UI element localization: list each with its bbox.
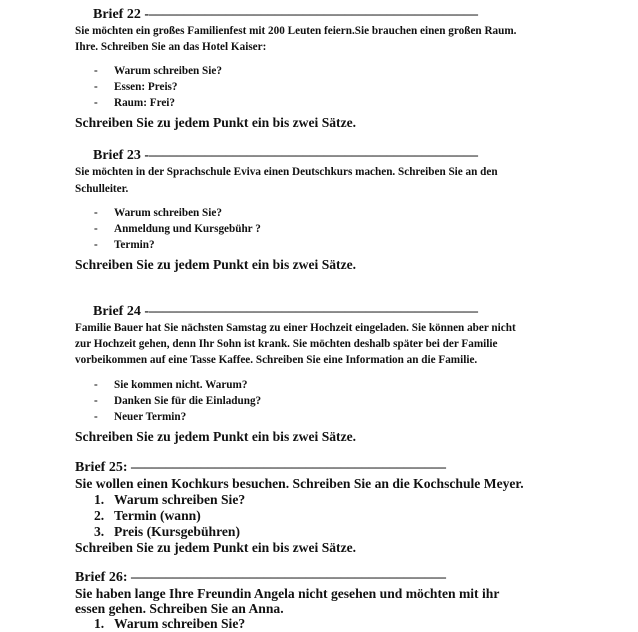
brief-23-bullet (94, 207, 222, 219)
dash-bullet-icon: - (94, 239, 98, 251)
brief-22-bullet (94, 97, 175, 109)
item-label: Termin (wann) (114, 508, 201, 523)
brief-25-instruction: Schreiben Sie zu jedem Punkt ein bis zwei Sätze. (75, 540, 357, 555)
brief-25-title: Brief 25: ––––––––––––––––––––––––––––––––––––––––––––– (75, 460, 446, 475)
item-label: Warum schreiben Sie? (114, 616, 246, 631)
brief-24-bullet (94, 379, 247, 391)
item-number: 1. (94, 616, 105, 631)
bullet-label: Danken Sie für die Einladung? (114, 395, 262, 407)
brief-24-text-line-1: Familie Bauer hat Sie nächsten Samstag zu einer Hochzeit eingeladen. Sie können aber nicht (75, 322, 516, 334)
brief-23-text-line-1: Sie möchten in der Sprachschule Eviva einen Deutschkurs machen. Schreiben Sie an den (75, 166, 498, 178)
dash-bullet-icon: - (94, 81, 98, 93)
brief-26-text-line-2: essen gehen. Schreiben Sie an Anna. (75, 601, 284, 616)
bullet-label: Raum: Frei? (114, 97, 176, 109)
brief-24-bullet (94, 411, 186, 423)
brief-23-text-line-2: Schulleiter. (75, 183, 129, 195)
item-number: 1. (94, 492, 105, 507)
brief-22-text-line-2: Ihre. Schreiben Sie an das Hotel Kaiser: (75, 41, 267, 53)
item-label: Preis (Kursgebühren) (114, 524, 240, 539)
dash-bullet-icon: - (94, 411, 98, 423)
brief-23-title: Brief 23 -––––––––––––––––––––––––––––––––––––––––––––––– (93, 148, 478, 163)
brief-24-title: Brief 24 -––––––––––––––––––––––––––––––––––––––––––––––– (93, 304, 478, 319)
brief-22-instruction: Schreiben Sie zu jedem Punkt ein bis zwei Sätze. (75, 115, 357, 130)
dash-bullet-icon: - (94, 379, 98, 391)
item-number: 3. (94, 524, 105, 539)
bullet-label: Anmeldung und Kursgebühr ? (114, 223, 261, 235)
brief-22-bullet (94, 81, 178, 93)
brief-24-text-line-2: zur Hochzeit gehen, denn Ihr Sohn ist krank. Sie möchten deshalb später bei der Familie (75, 338, 498, 350)
dash-bullet-icon: - (94, 65, 98, 77)
bullet-label: Essen: Preis? (114, 81, 178, 93)
bullet-label: Neuer Termin? (114, 411, 187, 423)
dash-bullet-icon: - (94, 97, 98, 109)
brief-25-item (94, 524, 240, 540)
bullet-label: Warum schreiben Sie? (114, 207, 222, 219)
item-label: Warum schreiben Sie? (114, 492, 246, 507)
brief-23-instruction: Schreiben Sie zu jedem Punkt ein bis zwei Sätze. (75, 257, 357, 272)
brief-25-item (94, 492, 245, 508)
brief-23-bullet (94, 239, 155, 251)
bullet-label: Warum schreiben Sie? (114, 65, 222, 77)
brief-26-title: Brief 26: ––––––––––––––––––––––––––––––––––––––––––––– (75, 570, 446, 585)
brief-25-text-line-1: Sie wollen einen Kochkurs besuchen. Schreiben Sie an die Kochschule Meyer. (75, 476, 524, 491)
item-number: 2. (94, 508, 105, 523)
dash-bullet-icon: - (94, 223, 98, 235)
brief-26-text-line-1: Sie haben lange Ihre Freundin Angela nicht gesehen und möchten mit ihr (75, 586, 500, 601)
brief-22-text-line-1: Sie möchten ein großes Familienfest mit 200 Leuten feiern.Sie brauchen einen großen Raum. (75, 25, 517, 37)
bullet-label: Termin? (114, 239, 155, 251)
brief-24-bullet (94, 395, 261, 407)
bullet-label: Sie kommen nicht. Warum? (114, 379, 248, 391)
brief-23-bullet (94, 223, 261, 235)
brief-24-instruction: Schreiben Sie zu jedem Punkt ein bis zwei Sätze. (75, 429, 357, 444)
brief-24-text-line-3: vorbeikommen auf eine Tasse Kaffee. Schreiben Sie eine Information an die Familie. (75, 354, 478, 366)
brief-25-item (94, 508, 201, 524)
brief-22-bullet (94, 65, 222, 77)
dash-bullet-icon: - (94, 207, 98, 219)
dash-bullet-icon: - (94, 395, 98, 407)
brief-22-title: Brief 22 -––––––––––––––––––––––––––––––––––––––––––––––– (93, 7, 478, 22)
